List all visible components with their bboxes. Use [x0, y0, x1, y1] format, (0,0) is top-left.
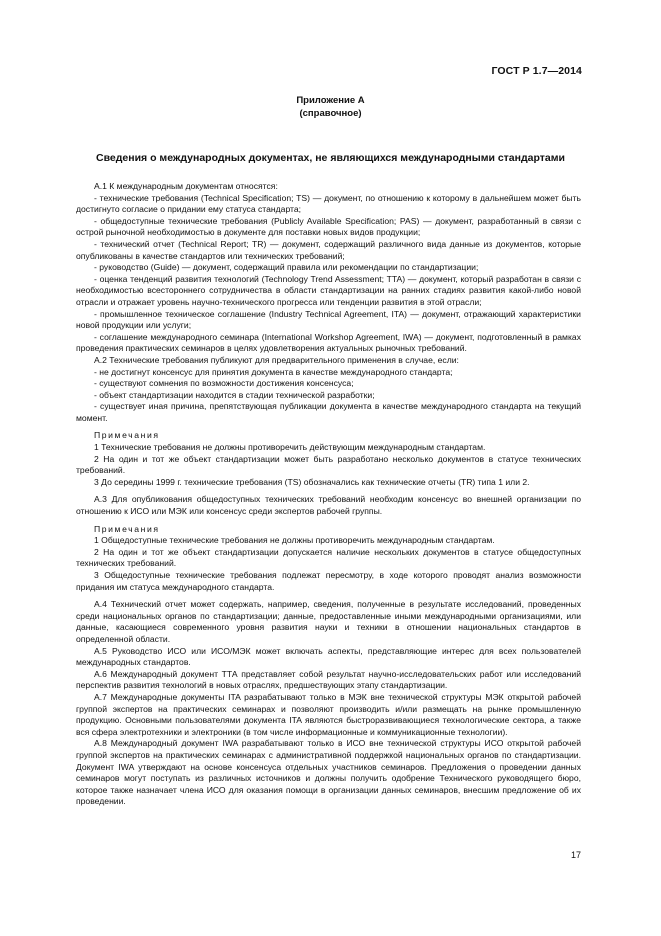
note-item: 2 На один и тот же объект стандартизации может быть разработано несколько документов в статусе технических требований.	[76, 453, 581, 476]
note-item: 3 До середины 1999 г. технические требования (TS) обозначались как технические отчеты (TR) типа 1 или 2.	[94, 476, 530, 487]
paragraph-a2: А.2 Технические требования публикуют для предварительного применения в случае, если:	[94, 354, 459, 365]
note-item: 2 На один и тот же объект стандартизации допускается наличие нескольких документов в статусе общедоступных технических требований.	[76, 546, 581, 569]
paragraph-a1: А.1 К международным документам относятся:	[94, 181, 278, 191]
list-item-pas: - общедоступные технические требования (Publicly Available Specification; PAS) — документ, разработанный в связи с острой рыночной необходимостью в документе для поставки новых видов продукции;	[76, 215, 581, 238]
list-item-guide: - руководство (Guide) — документ, содержащий правила или рекомендации по стандартизации;	[94, 262, 479, 273]
paragraph-a3: А.3 Для опубликования общедоступных технических требований необходим консенсус во внешней организации по отношению к ИСО или МЭК или консенсус среди экспертов рабочей группы.	[76, 494, 581, 517]
note-item: 3 Общедоступные технические требования подлежат пересмотру, в ходе которого проводят анализ возможности придания им статуса международного стандарта.	[76, 570, 581, 592]
list-item-a2-1: - не достигнут консенсус для принятия документа в качестве международного стандарта;	[94, 366, 453, 377]
appendix-heading	[0, 94, 661, 120]
appendix-subtitle: (справочное)	[299, 108, 362, 119]
list-item-tta: - оценка тенденций развития технологий (Technology Trend Assessment; TTA) — документ, который разработан в связи с необходимостью всестороннего сотрудничества в области стандартизации на ранних стадиях развития какой-либо новой отрасли и отражает уровень научно-технического прогресса или тенденции развития в этой отрасли;	[76, 273, 581, 307]
note-item: 1 Технические требования не должны противоречить действующим международным стандартам.	[94, 442, 486, 453]
list-item-ts: - технические требования (Technical Specification; TS) — документ, по отношению к которому в дальнейшем может быть достигнуто согласие о придании ему статуса стандарта;	[76, 192, 581, 215]
paragraph-a6: А.6 Международный документ ТТА представляет собой результат научно-исследовательских работ или исследований перспектив развития технологий в новых отраслях, предшествующих этапу стандартизации.	[76, 668, 581, 691]
list-item-tr: - технический отчет (Technical Report; TR) — документ, содержащий различного вида данные из документов, которые опубликованы в качестве стандартов или технических требований;	[76, 238, 581, 261]
list-item-iwa: - соглашение международного семинара (International Workshop Agreement, IWA) — документ, подготовленный в рамках проведения практических семинаров в целях удовлетворения актуальных рыночных требований.	[76, 331, 581, 354]
list-item-a2-4: - существует иная причина, препятствующая публикации документа в качестве международного стандарта на текущий момент.	[76, 401, 581, 423]
notes-heading: Примечания	[94, 523, 160, 534]
list-item-ita: - промышленное техническое соглашение (Industry Technical Agreement, ITA) — документ, отражающий характеристики новой продукции или услуги;	[76, 308, 581, 331]
notes-heading: Примечания	[94, 430, 160, 441]
list-item-a2-2: - существуют сомнения по возможности достижения консенсуса;	[94, 378, 354, 389]
page-number: 17	[570, 850, 581, 860]
paragraph-a5: А.5 Руководство ИСО или ИСО/МЭК может включать аспекты, представляющие интерес для всех пользователей международных стандартов.	[76, 645, 581, 668]
document-body	[76, 181, 581, 808]
document-code: ГОСТ Р 1.7—2014	[491, 65, 582, 77]
note-item: 1 Общедоступные технические требования не должны противоречить международным стандартам.	[94, 535, 495, 546]
section-title: Сведения о международных документах, не являющихся международными стандартами	[96, 152, 565, 164]
appendix-title: Приложение А	[296, 95, 365, 106]
paragraph-a4: А.4 Технический отчет может содержать, например, сведения, полученные в результате исследований, проведенных среди национальных органов по стандартизации; данные, предоставленные иными международными организациями, или данные, касающиеся современного уровня развития науки и техники в отношении национальных стандартов в определенной области.	[76, 599, 581, 644]
paragraph-a7: А.7 Международные документы ITA разрабатывают только в МЭК вне технической структуры МЭК открытой рабочей группой экспертов на практических семинарах и позволяют производить и/или размещать на рынке промышленную продукцию. Основными пользователями документа ITA являются быстроразвивающиеся технологические сектора, а также вся сфера электротехники и электроники (в том числе информационные и коммуникационные технологии).	[76, 691, 581, 737]
paragraph-a8: А.8 Международный документ IWA разрабатывают только в ИСО вне технической структуры ИСО открытой рабочей группой экспертов на практических семинарах с административной поддержкой национальных органов по стандартизации. Документ IWA утверждают на основе консенсуса отдельных участников семинаров. Предложения о проведении данных семинаров могут поступать из различных источников и должны получить одобрение Технического руководящего бюро, которое также назначает члена ИСО для оказания помощи в организации данных семинаров, внесшим предложение об их проведении.	[76, 738, 581, 807]
list-item-a2-3: - объект стандартизации находится в стадии технической разработки;	[94, 389, 375, 400]
